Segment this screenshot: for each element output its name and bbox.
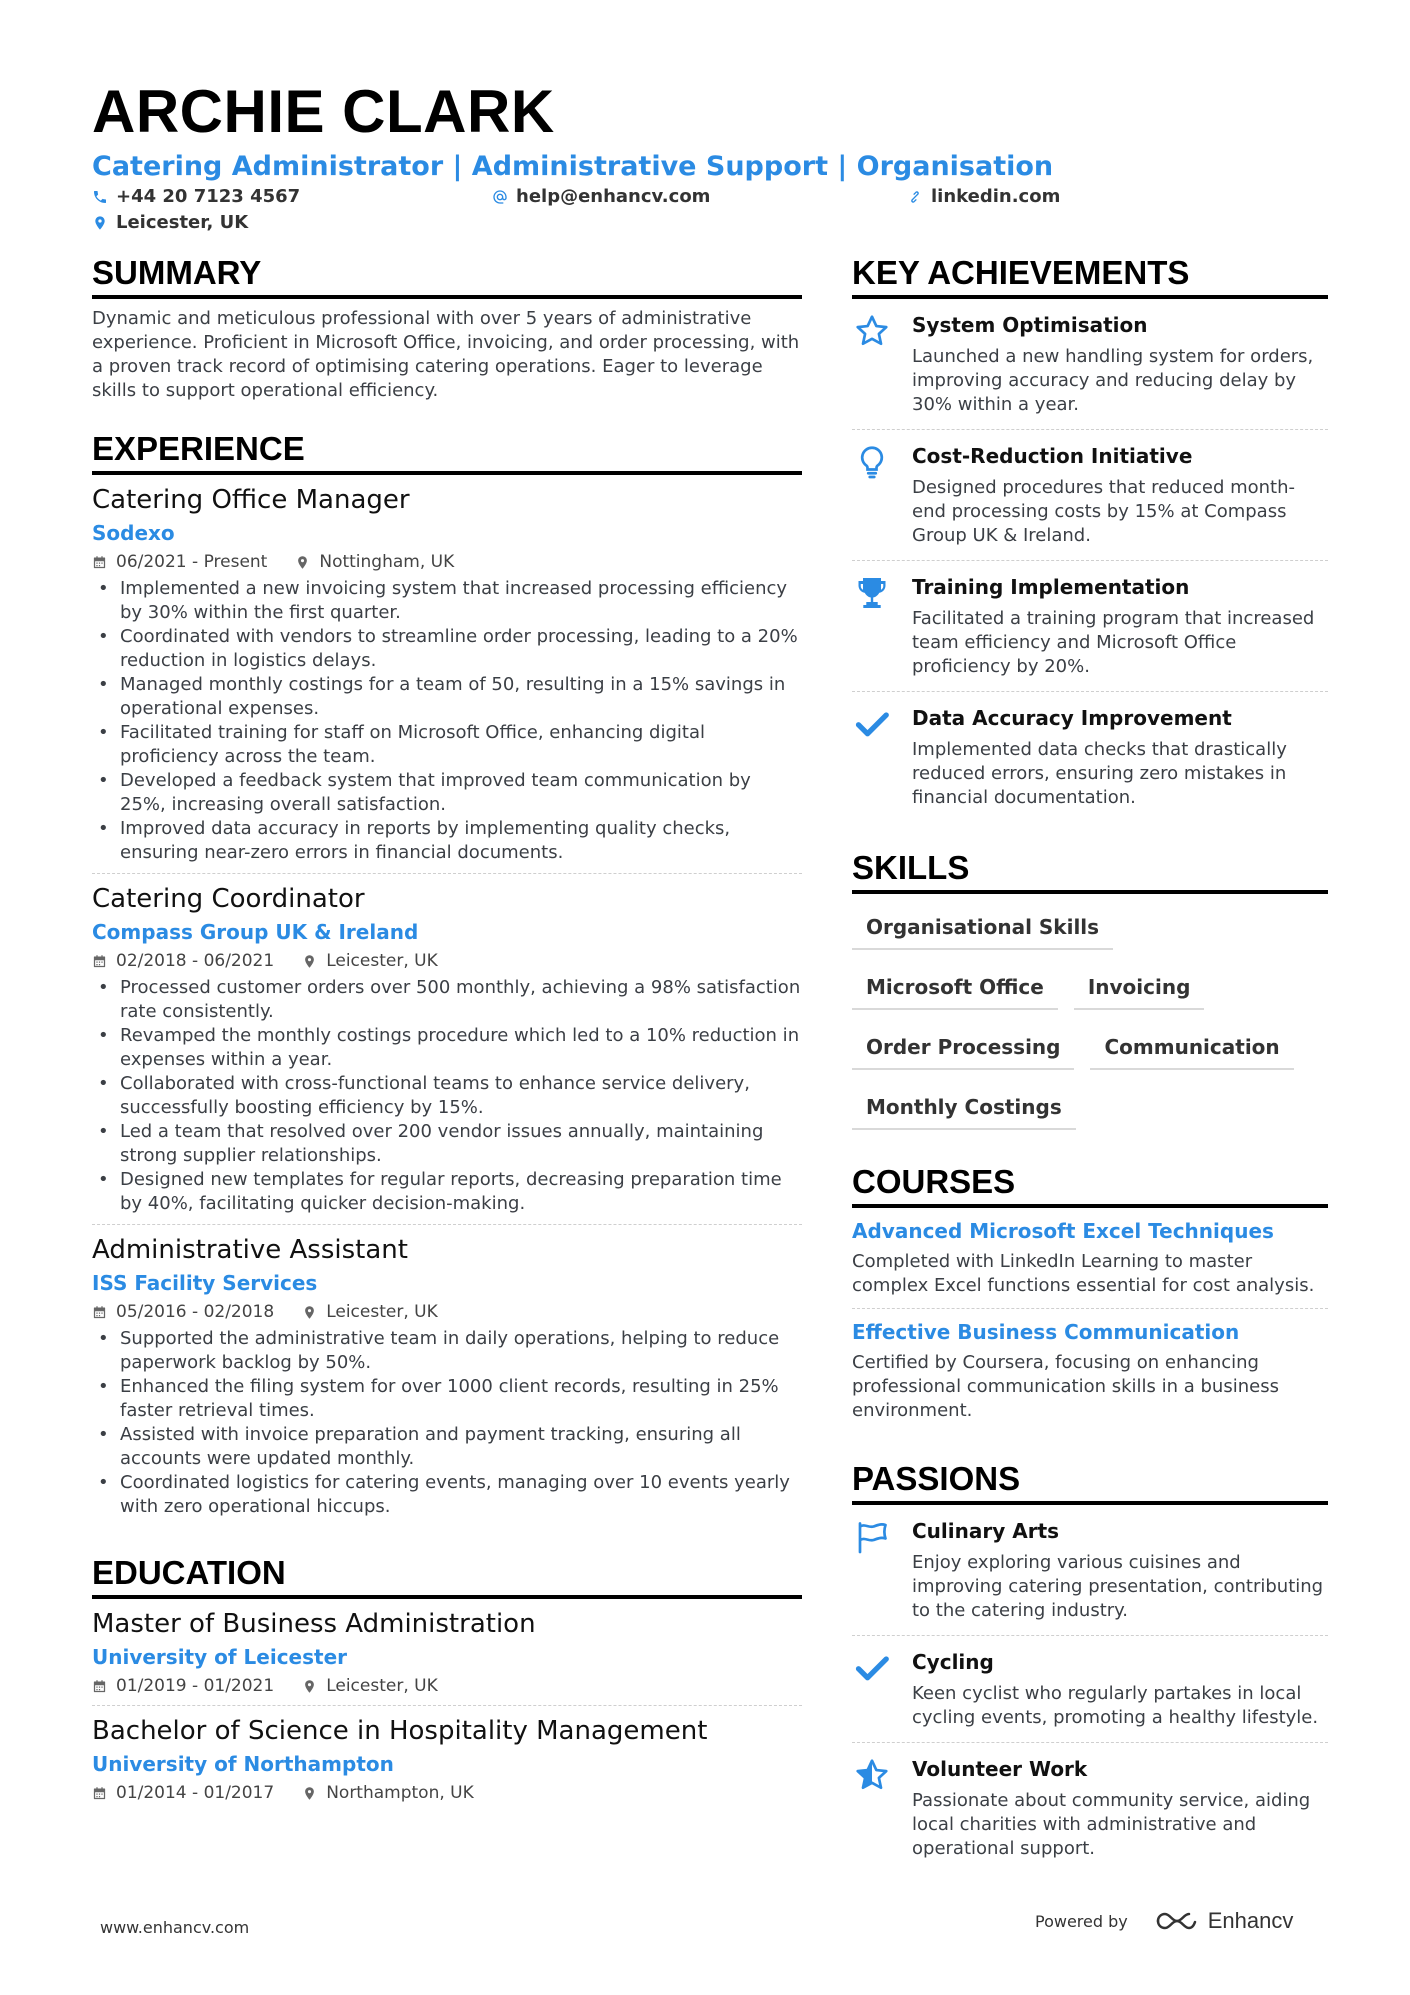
date-range (92, 551, 267, 573)
flag-icon (854, 1519, 890, 1555)
contact-phone (92, 186, 300, 207)
powered-by-text: Powered by (1035, 1911, 1128, 1931)
location-pin-icon (302, 954, 317, 969)
item-body (912, 1648, 1328, 1730)
item-title: Training Implementation (912, 575, 1190, 599)
education-section (92, 1553, 802, 1812)
date-location-row (92, 950, 802, 972)
bullet-item: • Implemented a new invoicing system that increased processing efficiency by 30% within the first quarter. (92, 577, 802, 625)
location (302, 1782, 474, 1804)
item-title: Cycling (912, 1650, 994, 1674)
location-pin-icon (92, 215, 108, 231)
achievements-heading: KEY ACHIEVEMENTS (852, 253, 1328, 299)
achievement-bullets (92, 1327, 802, 1519)
job-title: Catering Office Manager (92, 485, 410, 515)
location (295, 551, 454, 573)
item-title: Culinary Arts (912, 1519, 1060, 1543)
achievements-section (852, 253, 1328, 822)
bullet-item: • Facilitated training for staff on Microsoft Office, enhancing digital proficiency across the team. (92, 721, 802, 769)
school-name: University of Leicester (92, 1645, 347, 1669)
icon-wrap (852, 1755, 912, 1861)
item-description: Enjoy exploring various cuisines and improving catering presentation, contributing to the catering industry. (912, 1552, 1324, 1621)
bullet-item: • Managed monthly costings for a team of 50, resulting in a 15% savings in operational expenses. (92, 673, 802, 721)
calendar-icon (92, 1786, 107, 1801)
location-text: Nottingham, UK (319, 552, 455, 572)
courses-heading: COURSES (852, 1162, 1328, 1208)
achievement-bullets (92, 976, 802, 1216)
location-pin-icon (302, 1679, 317, 1694)
passion-item (852, 1636, 1328, 1743)
experience-section (92, 429, 802, 1527)
degree-title: Master of Business Administration (92, 1609, 536, 1639)
company-name: ISS Facility Services (92, 1271, 318, 1295)
job-title: Catering Coordinator (92, 884, 365, 914)
skills-heading: SKILLS (852, 848, 1328, 894)
contact-email[interactable] (492, 186, 710, 207)
date-text: 01/2014 - 01/2017 (116, 1783, 275, 1803)
education-heading: EDUCATION (92, 1553, 802, 1599)
location (302, 1301, 438, 1323)
footer-website[interactable]: www.enhancv.com (100, 1918, 250, 1937)
skill-tag: Microsoft Office (852, 968, 1058, 1010)
achievements-list (852, 299, 1328, 822)
lightbulb-icon (854, 444, 890, 480)
location (302, 1675, 438, 1697)
date-text: 01/2019 - 01/2021 (116, 1676, 275, 1696)
skill-tag: Organisational Skills (852, 908, 1113, 950)
email-text: help@enhancv.com (516, 186, 711, 207)
bullet-item: • Supported the administrative team in daily operations, helping to reduce paperwork backlog by 50%. (92, 1327, 802, 1375)
school-name: University of Northampton (92, 1752, 394, 1776)
icon-wrap (852, 573, 912, 679)
contact-linkedin[interactable] (907, 186, 1060, 207)
item-title: Volunteer Work (912, 1757, 1088, 1781)
item-title: Data Accuracy Improvement (912, 706, 1232, 730)
company-name: Compass Group UK & Ireland (92, 920, 419, 944)
candidate-title: Catering Administrator | Administrative Support | Organisation (92, 151, 1054, 182)
contact-location (92, 212, 248, 233)
icon-wrap (852, 704, 912, 810)
item-description: Keen cyclist who regularly partakes in local cycling events, promoting a healthy lifestyle. (912, 1683, 1319, 1728)
achievement-item (852, 692, 1328, 822)
star-outline-icon (854, 313, 890, 349)
item-body (912, 311, 1328, 417)
job-title: Administrative Assistant (92, 1235, 408, 1265)
bullet-item: • Developed a feedback system that improved team communication by 25%, increasing overall satisfaction. (92, 769, 802, 817)
candidate-name: ARCHIE CLARK (92, 78, 555, 145)
skill-tag: Communication (1090, 1028, 1293, 1070)
left-column (92, 253, 802, 1838)
passions-list (852, 1505, 1328, 1873)
icon-wrap (852, 311, 912, 417)
item-description: Passionate about community service, aiding local charities with administrative and operational support. (912, 1790, 1311, 1859)
bullet-item: • Designed new templates for regular reports, decreasing preparation time by 40%, facilitating quicker decision-making. (92, 1168, 802, 1216)
link-icon (907, 189, 923, 205)
item-description: Designed procedures that reduced month-end processing costs by 15% at Compass Group UK & Ireland. (912, 477, 1296, 546)
date-text: 02/2018 - 06/2021 (116, 951, 275, 971)
location-text: Leicester, UK (326, 951, 438, 971)
date-range (92, 1675, 274, 1697)
location-text: Leicester, UK (326, 1302, 438, 1322)
achievement-item (852, 561, 1328, 692)
bullet-item: • Coordinated with vendors to streamline order processing, leading to a 20% reduction in logistics delays. (92, 625, 802, 673)
experience-entry (92, 475, 802, 874)
experience-entry (92, 874, 802, 1225)
skills-section (852, 848, 1328, 1148)
item-body (912, 1517, 1328, 1623)
date-range (92, 1301, 274, 1323)
icon-wrap (852, 1517, 912, 1623)
course-item (852, 1208, 1328, 1309)
bullet-item: • Revamped the monthly costings procedure which led to a 10% reduction in expenses within a year. (92, 1024, 802, 1072)
course-description: Certified by Coursera, focusing on enhancing professional communication skills in a business environment. (852, 1352, 1279, 1421)
achievement-item (852, 299, 1328, 430)
checkmark-icon (854, 1650, 890, 1686)
item-description: Implemented data checks that drastically reduced errors, ensuring zero mistakes in financial documentation. (912, 739, 1287, 808)
date-location-row (92, 551, 802, 573)
degree-title: Bachelor of Science in Hospitality Management (92, 1716, 708, 1746)
summary-text: Dynamic and meticulous professional with over 5 years of administrative experience. Proficient in Microsoft Office, invoicing, and order processing, with a proven track record of optimising catering operations. Eager to leverage skills to support operational efficiency. (92, 308, 800, 401)
bullet-item: • Led a team that resolved over 200 vendor issues annually, maintaining strong supplier relationships. (92, 1120, 802, 1168)
contact-info (92, 186, 1332, 242)
location-text: Northampton, UK (326, 1783, 474, 1803)
skill-tag: Order Processing (852, 1028, 1074, 1070)
course-item (852, 1309, 1328, 1433)
linkedin-text: linkedin.com (931, 186, 1061, 207)
icon-wrap (852, 1648, 912, 1730)
at-icon (492, 189, 508, 205)
item-body (912, 704, 1328, 810)
location-text: Leicester, UK (326, 1676, 438, 1696)
education-entry (92, 1599, 802, 1706)
summary-heading: SUMMARY (92, 253, 802, 299)
passion-item (852, 1743, 1328, 1873)
star-half-icon (854, 1757, 890, 1793)
checkmark-icon (854, 706, 890, 742)
item-description: Launched a new handling system for orders, improving accuracy and reducing delay by 30% within a year. (912, 346, 1314, 415)
bullet-item: • Collaborated with cross-functional teams to enhance service delivery, successfully boosting efficiency by 15%. (92, 1072, 802, 1120)
achievement-bullets (92, 577, 802, 865)
summary-section (92, 253, 802, 403)
item-body (912, 573, 1328, 679)
location-pin-icon (302, 1305, 317, 1320)
experience-entry (92, 1225, 802, 1527)
skill-tag: Invoicing (1074, 968, 1205, 1010)
trophy-icon (854, 575, 890, 611)
calendar-icon (92, 1305, 107, 1320)
enhancv-logo[interactable] (1154, 1908, 1294, 1934)
education-entry (92, 1706, 802, 1812)
calendar-icon (92, 1679, 107, 1694)
passions-section (852, 1459, 1328, 1873)
achievement-item (852, 430, 1328, 561)
calendar-icon (92, 555, 107, 570)
education-list (92, 1599, 802, 1812)
date-location-row (92, 1782, 802, 1804)
item-description: Facilitated a training program that increased team efficiency and Microsoft Office proficiency by 20%. (912, 608, 1315, 677)
courses-list (852, 1208, 1328, 1433)
passion-item (852, 1505, 1328, 1636)
bullet-item: • Assisted with invoice preparation and payment tracking, ensuring all accounts were updated monthly. (92, 1423, 802, 1471)
skill-tag: Monthly Costings (852, 1088, 1076, 1130)
right-column (852, 253, 1328, 1899)
item-title: System Optimisation (912, 313, 1148, 337)
brand-name: Enhancv (1207, 1908, 1294, 1933)
phone-text: +44 20 7123 4567 (116, 186, 301, 207)
experience-list (92, 475, 802, 1527)
skills-list (852, 908, 1328, 1148)
experience-heading: EXPERIENCE (92, 429, 802, 475)
date-location-row (92, 1301, 802, 1323)
enhancv-logo-icon (1154, 1909, 1200, 1933)
calendar-icon (92, 954, 107, 969)
location-text: Leicester, UK (116, 212, 249, 233)
item-body (912, 1755, 1328, 1861)
company-name: Sodexo (92, 521, 175, 545)
date-range (92, 1782, 274, 1804)
bullet-item: • Enhanced the filing system for over 1000 client records, resulting in 25% faster retrieval times. (92, 1375, 802, 1423)
bullet-item: • Coordinated logistics for catering events, managing over 10 events yearly with zero operational hiccups. (92, 1471, 802, 1519)
passions-heading: PASSIONS (852, 1459, 1328, 1505)
location (302, 950, 438, 972)
footer-branding (1035, 1908, 1293, 1934)
resume-header (92, 80, 1332, 242)
date-text: 06/2021 - Present (116, 552, 268, 572)
location-pin-icon (302, 1786, 317, 1801)
course-title: Advanced Microsoft Excel Techniques (852, 1219, 1274, 1243)
location-pin-icon (295, 555, 310, 570)
courses-section (852, 1162, 1328, 1433)
item-title: Cost-Reduction Initiative (912, 444, 1193, 468)
date-range (92, 950, 274, 972)
date-location-row (92, 1675, 802, 1697)
date-text: 05/2016 - 02/2018 (116, 1302, 275, 1322)
bullet-item: • Improved data accuracy in reports by implementing quality checks, ensuring near-zero errors in financial documents. (92, 817, 802, 865)
icon-wrap (852, 442, 912, 548)
course-description: Completed with LinkedIn Learning to master complex Excel functions essential for cost analysis. (852, 1251, 1315, 1296)
item-body (912, 442, 1328, 548)
phone-icon (92, 189, 108, 205)
bullet-item: • Processed customer orders over 500 monthly, achieving a 98% satisfaction rate consistently. (92, 976, 802, 1024)
course-title: Effective Business Communication (852, 1320, 1240, 1344)
